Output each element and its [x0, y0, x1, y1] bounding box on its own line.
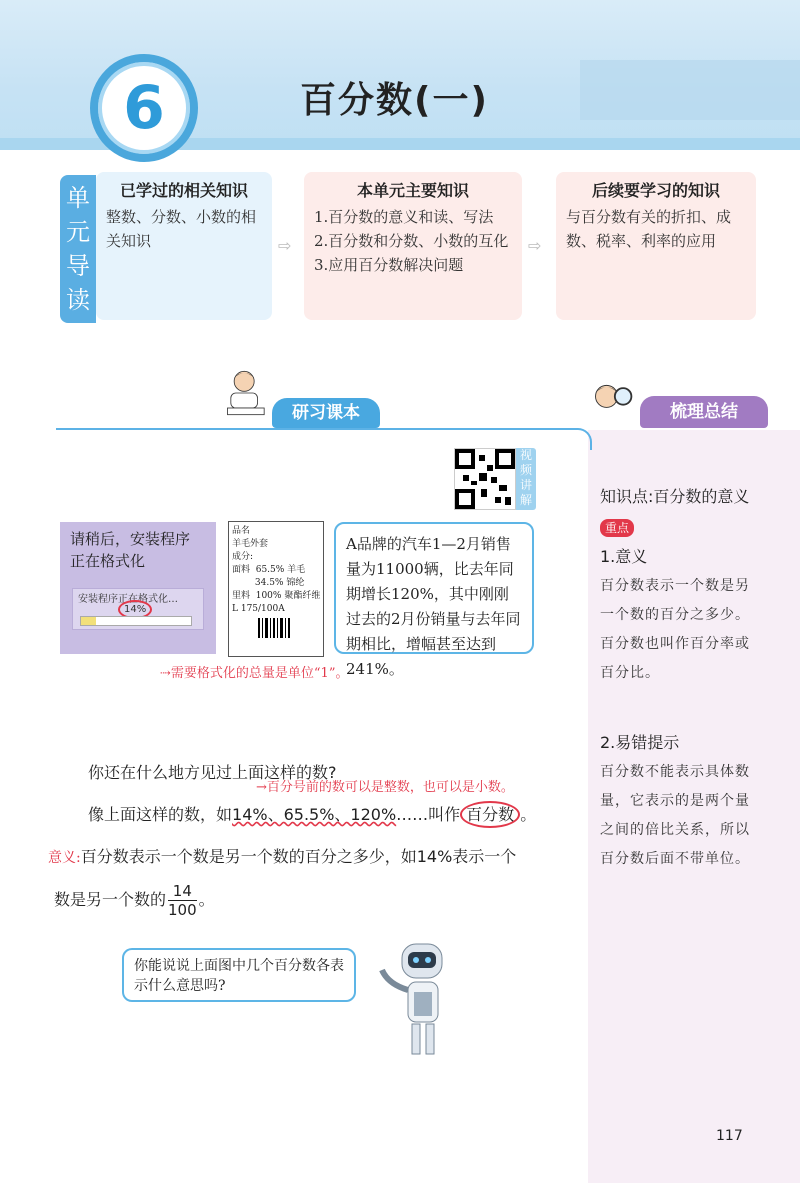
speech-bubble-text: 你能说说上面图中几个百分数各表示什么意思吗?	[134, 958, 344, 994]
p2-end: 。	[520, 805, 537, 824]
key-point-badge: 重点	[600, 519, 634, 537]
unit-title: 百分数(一)	[300, 80, 489, 121]
knowledge-point	[600, 482, 752, 542]
unit-number: 6	[123, 73, 165, 143]
summary-content	[600, 482, 752, 688]
mistake-heading: 2.易错提示	[600, 733, 680, 752]
red-annotation: →百分号前的数可以是整数，也可以是小数。	[256, 780, 514, 795]
prior-knowledge-text: 整数、分数、小数的相关知识	[106, 208, 257, 250]
news-text: A品牌的汽车1—2月销售量为11000辆，比去年同期增长120%，其中刚刚过去的2月份销量与去年同期相比，增幅甚至达到241%。	[346, 535, 521, 678]
p2-mid: ……叫作	[396, 805, 461, 824]
main-knowledge-box	[304, 172, 522, 320]
prior-knowledge-title: 已学过的相关知识	[119, 181, 248, 200]
robot-icon	[374, 940, 464, 1060]
installer-progress-fill	[81, 617, 96, 625]
red-annotation-text: 百分号前的数可以是整数，也可以是小数。	[266, 780, 514, 795]
main-knowledge-item: 3.应用百分数解决问题	[314, 256, 464, 274]
section-tab-summary: 梳理总结	[640, 396, 768, 428]
meaning-heading: 1.意义	[600, 547, 648, 566]
arrow-icon: ⇨	[278, 236, 292, 255]
fraction-numerator: 14	[168, 882, 197, 901]
installer-line: 正在格式化	[70, 552, 146, 570]
section-divider-curve	[560, 428, 592, 450]
installer-percent-value: 14%	[118, 600, 152, 619]
meaning-line-2	[54, 882, 215, 919]
section-divider	[56, 428, 576, 430]
unit-guide-tab	[60, 175, 96, 323]
main-knowledge-title: 本单元主要知识	[356, 181, 469, 200]
knowledge-point-text: 知识点:百分数的意义	[600, 487, 750, 506]
main-knowledge-item: 2.百分数和分数、小数的互化	[314, 232, 509, 250]
magnifier-boy-icon	[590, 376, 636, 426]
red-note: ⇢需要格式化的总量是单位“1”。	[160, 666, 349, 681]
installer-subtext: 安装程序正在格式化…	[78, 594, 178, 605]
future-knowledge-box	[556, 172, 756, 320]
speech-bubble	[122, 948, 356, 1002]
section-tab-study: 研习课本	[272, 398, 380, 428]
installer-text	[70, 528, 190, 572]
installer-line: 请稍后，安装程序	[70, 530, 191, 548]
mistake-tips	[600, 728, 752, 874]
fraction	[168, 882, 197, 919]
barcode-icon	[258, 618, 292, 638]
p2-pre: 像上面这样的数，如	[88, 805, 233, 824]
meaning-text-2: 数是另一个数的	[54, 890, 167, 909]
meaning-text: 百分数表示一个数是另一个数的百分之多少，如14%表示一个	[80, 847, 517, 866]
future-knowledge-title: 后续要学习的知识	[591, 181, 720, 200]
p2-numbers: 14%、65.5%、120%	[232, 805, 397, 824]
meaning-end: 。	[198, 890, 215, 909]
qr-code-label	[516, 448, 536, 510]
mistake-body: 百分数不能表示具体数量，它表示的是两个量之间的倍比关系，所以百分数后面不带单位。	[600, 764, 750, 867]
unit-guide-tab-label: 单元导读	[66, 184, 90, 314]
installer-percent	[118, 604, 152, 615]
fraction-denominator: 100	[168, 901, 197, 919]
meaning-label: 意义:	[48, 850, 81, 866]
page-number: 117	[716, 1128, 743, 1144]
qr-code-icon	[454, 448, 516, 510]
arrow-icon: ⇨	[528, 236, 542, 255]
news-card	[334, 522, 534, 678]
p2-term: 百分数	[460, 801, 520, 828]
percent-definition-line	[88, 802, 536, 825]
question-text: 你还在什么地方见过上面这样的数?	[88, 763, 337, 782]
header-decoration	[580, 60, 800, 120]
meaning-line	[48, 844, 516, 867]
clothing-tag-text: 品名 羊毛外套 成分: 面料 65.5% 羊毛 34.5% 锦纶 里料 100% 聚酯纤维 L 175/100A	[232, 526, 321, 614]
meaning-body: 百分数表示一个数是另一个数的百分之多少。百分数也叫作百分率或百分比。	[600, 578, 750, 681]
red-note-text: 需要格式化的总量是单位“1”。	[170, 666, 349, 681]
main-knowledge-item: 1.百分数的意义和读、写法	[314, 208, 494, 226]
reading-boy-icon	[222, 368, 268, 418]
future-knowledge-text: 与百分数有关的折扣、成数、税率、利率的应用	[566, 208, 732, 250]
installer-progress-bar	[80, 616, 192, 626]
prior-knowledge-box	[96, 172, 272, 320]
qr-label-text: 视频讲解	[519, 448, 532, 507]
